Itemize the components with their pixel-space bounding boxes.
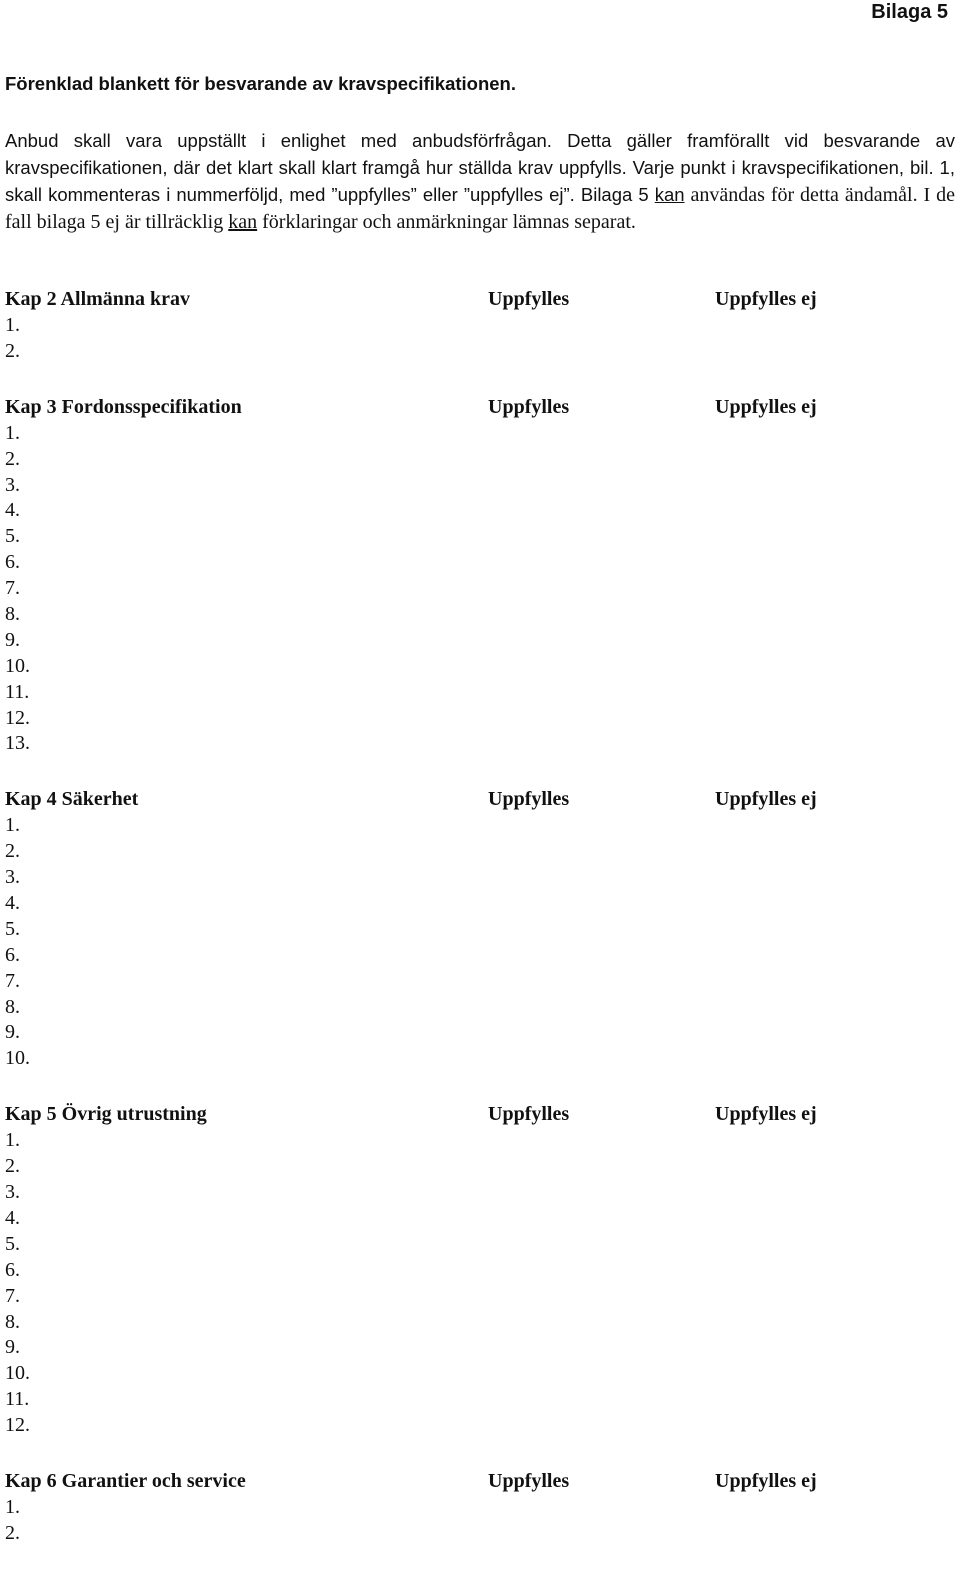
section-header-row [5, 285, 960, 313]
section-header-row [5, 1100, 960, 1128]
list-item: 9. [5, 1336, 20, 1359]
requirement-sections [5, 285, 960, 1575]
list-item: 4. [5, 892, 20, 915]
column-header-uppfylles: Uppfylles [488, 1469, 570, 1492]
list-item: 2. [5, 1155, 20, 1178]
list-item: 7. [5, 1284, 20, 1307]
list-item: 1. [5, 814, 20, 837]
list-item: 9. [5, 628, 20, 651]
list-item: 1. [5, 421, 20, 444]
list-item: 12. [5, 1414, 30, 1437]
page-label: Bilaga 5 [871, 1, 948, 23]
column-header-uppfylles-ej: Uppfylles ej [715, 788, 817, 811]
list-item: 10. [5, 1362, 30, 1385]
intro-text-part3: förklaringar och anmärkningar lämnas separat. [257, 211, 636, 233]
section-title: Kap 3 Fordonsspecifikation [5, 395, 242, 418]
list-item: 2. [5, 339, 20, 362]
list-item: 7. [5, 577, 20, 600]
list-item: 10. [5, 654, 30, 677]
requirement-section [5, 785, 960, 1072]
list-item: 6. [5, 1258, 20, 1281]
list-item: 5. [5, 525, 20, 548]
column-header-uppfylles: Uppfylles [488, 788, 570, 811]
list-item: 7. [5, 969, 20, 992]
column-header-uppfylles: Uppfylles [488, 288, 570, 310]
list-item: 5. [5, 917, 20, 940]
section-item-list [5, 813, 960, 1072]
list-item: 2. [5, 447, 20, 470]
section-title: Kap 6 Garantier och service [5, 1469, 246, 1492]
list-item: 8. [5, 1310, 20, 1333]
list-item: 11. [5, 1388, 30, 1411]
section-item-list [5, 1128, 960, 1439]
section-header-row [5, 1467, 960, 1495]
intro-underlined-kan-1: kan [654, 184, 685, 205]
list-item: 1. [5, 1129, 20, 1152]
list-item: 4. [5, 499, 20, 522]
document-title: Förenklad blankett för besvarande av kravspecifikationen. [5, 73, 516, 94]
intro-paragraph [5, 128, 955, 236]
list-item: 1. [5, 1495, 20, 1518]
section-item-list [5, 421, 960, 758]
list-item: 13. [5, 732, 30, 755]
section-header-row [5, 393, 960, 421]
column-header-uppfylles-ej: Uppfylles ej [715, 1103, 817, 1126]
section-title: Kap 5 Övrig utrustning [5, 1103, 207, 1126]
column-header-uppfylles: Uppfylles [488, 395, 570, 418]
section-item-list [5, 313, 960, 365]
list-item: 3. [5, 866, 20, 889]
list-item: 10. [5, 1047, 30, 1070]
list-item: 2. [5, 1521, 20, 1544]
requirement-section [5, 285, 960, 365]
intro-text-part2: användas för detta ändamål. I de fall bilaga 5 ej är tillräcklig [5, 184, 955, 233]
list-item: 3. [5, 473, 20, 496]
column-header-uppfylles-ej: Uppfylles ej [715, 288, 817, 310]
requirement-section [5, 1467, 960, 1547]
section-title: Kap 2 Allmänna krav [5, 288, 191, 310]
list-item: 2. [5, 840, 20, 863]
column-header-uppfylles-ej: Uppfylles ej [715, 1469, 817, 1492]
list-item: 12. [5, 706, 30, 729]
list-item: 6. [5, 943, 20, 966]
section-item-list [5, 1495, 960, 1547]
list-item: 1. [5, 314, 20, 336]
column-header-uppfylles: Uppfylles [488, 1103, 570, 1126]
list-item: 4. [5, 1206, 20, 1229]
intro-text-part1: Anbud skall vara uppställt i enlighet med anbudsförfrågan. Detta gäller framförallt vid besvarande av kravspecifikationen, där det klart skall klart framgå hur ställda krav uppfylls. Varje punkt i kravspecifikationen, bil. 1, skall kommenteras i nummerföljd, med ”uppfylles” eller ”uppfylles ej”. Bilaga 5 [5, 130, 955, 205]
list-item: 5. [5, 1232, 20, 1255]
requirement-section [5, 1100, 960, 1439]
list-item: 3. [5, 1181, 20, 1204]
list-item: 9. [5, 1021, 20, 1044]
list-item: 6. [5, 551, 20, 574]
list-item: 8. [5, 603, 20, 626]
intro-underlined-kan-2: kan [228, 211, 258, 233]
section-title: Kap 4 Säkerhet [5, 788, 139, 811]
section-header-row [5, 785, 960, 813]
requirement-section [5, 393, 960, 758]
list-item: 8. [5, 995, 20, 1018]
column-header-uppfylles-ej: Uppfylles ej [715, 395, 817, 418]
list-item: 11. [5, 680, 30, 703]
